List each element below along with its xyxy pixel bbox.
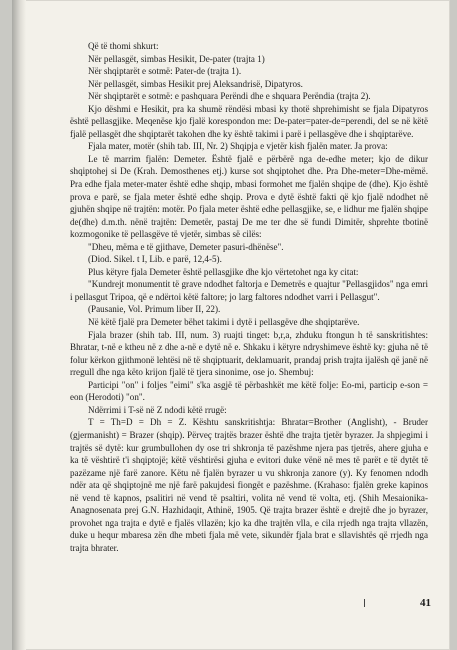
paragraph: Nër pellasgët, simbas Hesikit prej Aleksandrisë, Dipatyros. <box>88 78 303 89</box>
paragraph: Fjala mater, motër (shih tab. III, Nr. 2) Shqipja e vjetër kish fjalën mater. Ja prova: <box>88 141 388 152</box>
paragraph: Fjala brazer (shih tab. III, num. 3) ruajti tinget: b,r,a, zhduku ftongun h të sanskritishtes: Bhratar, t-në e ktheu në z dhe a-në e dytë në e. Shkaku i këtyre ndryshimeve është ky: gjuha në të folur kërkon gjithmonë lehtësi në të shqiptuarit, deklamuarit, prandaj prish trajta ijalësh që janë në rregull dhe nga këto krijon fjalë të tjera sinonime, ose jo. Shembuj: <box>70 329 428 378</box>
paragraph: "Dheu, mëma e të gjithave, Demeter pasuri-dhënëse". <box>88 241 284 252</box>
paragraph: T = Th=D = Dh = Z. Kështu sanskritishtja: Bhratar=Brother (Anglisht), - Bruder (gjermanisht) = Brazer (shqip). Përveç trajtës brazer është dhe trajta tjetër byrazer. Ja shpjegimi i trajtës së dytë: kur grumbullohen dy ose tri shkronja të pazëshme njera pas tjetrës, ahere gjuha e ka të vështirë t'i shqiptojë; këtë vështirësi gjuha e evitori duke vënë në mes të parët e të dytët të pazëzame një farë zanore. Këtu në fjalën byrazer u vu shkronja zanore (y). Ky fenomen ndodh ndër ata që shqiptojnë me një farë pakujdesi fiongët e pazëshme. (Krahaso: fjalën greke kapinos në vend të kapnos, psalitiri në vend të psaltiri, volita në vend të volta, etj. (Shih Mesaionika-Anagnosenata prej G.N. Hazhidaqit, Athinë, 1905. Që trajta brazer është e drejtë dhe jo byrazer, provohet nga trajta e dytë e fjalës vllazën; kjo ka dhe trajtën vlla, e cila rrjedh nga trajta vllazën, duke u hequr mbaresa zën dhe mbeti fjala më vete, sikundër fjala brat e sllavishtës që rrjedh nga trajta bhrater. <box>70 417 428 553</box>
paragraph: Nër pellasgët, simbas Hesikit, De-pater (trajta 1) <box>88 53 265 64</box>
paragraph: (Pausanie, Vol. Primum liber II, 22). <box>88 304 221 315</box>
paragraph: Plus këtyre fjala Demeter është pellasgjike dhe kjo vërtetohet nga ky citat: <box>88 266 359 277</box>
page-number: 41 <box>420 597 431 609</box>
book-page <box>12 0 450 650</box>
paragraph: (Diod. Sikel. t I, Lib. e parë, 12,4-5). <box>88 254 222 265</box>
paragraph: Ndërrimi i T-së në Z ndodi këtë rrugë: <box>88 404 227 415</box>
page-text <box>70 40 428 554</box>
paragraph: Kjo dëshmi e Hesikit, pra ka shumë rëndësi mbasi ky thotë shprehimisht se fjala Dipatyros është pellasgjike. Meqenëse kjo fjalë korespondon me: De-pater=pater-de=perendi, del se në këtë fjalë pellasgët dhe shqiptarët takohen dhe ky është takimi i parë i pellasgëve dhe i shqiptarëve. <box>70 103 428 139</box>
paragraph: "Kundrejt monumentit të grave ndodhet faltorja e Demetrës e quajtur "Pellasgjidos" nga emri i pellasgut Tripoa, që e ndërtoi këtë faltore; jo larg faltores ndodhet varri i Pellasgut". <box>70 279 428 302</box>
paragraph: Që të thomi shkurt: <box>88 41 159 51</box>
paragraph: Nër shqiptarët e sotmë: e pashquara Perëndi dhe e shquara Perëndia (trajta 2). <box>88 91 371 102</box>
paragraph: Në këtë fjalë pra Demeter bëhet takimi i dytë i pellasgëve dhe shqiptarëve. <box>88 317 360 328</box>
paragraph: Nër shqiptarët e sotmë: Pater-de (trajta 1). <box>88 66 242 77</box>
paragraph: Participi "on" i foljes "eimi" s'ka asgjë të përbashkët me këtë folje: Eo-mi, particip e-son = eon (Herodoti) "on". <box>70 379 428 403</box>
binding-shadow <box>12 0 26 650</box>
margin-mark <box>364 599 365 607</box>
paragraph: Le të marrim fjalën: Demeter. Është fjalë e përbërë nga de-edhe meter; kjo de dikur shqiptohej si De (Krah. Demosthenes etj.) kurse sot shqiptohet dhe. Pra Dhe-meter=Dhe-mëmë. Pra edhe fjala meter-mater është edhe shqip, mbasi formohet me fjalën shqipe de (dhe). Kjo është prova e parë, se fjala meter është edhe shqip. Prova e dytë është fakti që kjo fjalë ndodhet në gjuhën shqipe në trajtën: motër. Po fjala meter është edhe pellasgjike, se, e lidhur me fjalën shqipe de(dhe) d.m.th. nënë trajtën: Demetër, pastaj De me ter dhe së fundi Dimitër, shprehte tbotinë kozmogonike të pellasgëve të vjetër, simbas së cilës: <box>70 153 428 240</box>
